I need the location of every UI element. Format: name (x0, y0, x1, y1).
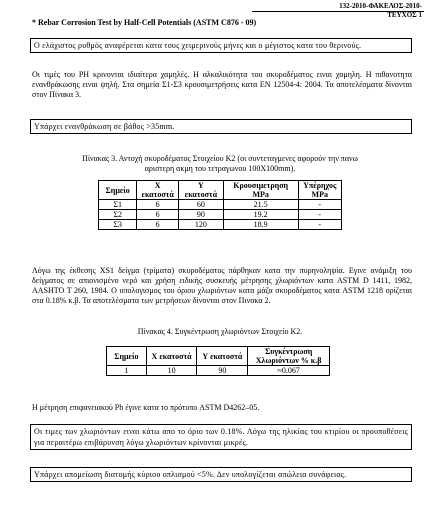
header-rule (252, 11, 424, 12)
section-title: * Rebar Corrosion Test by Half-Cell Potentials (ASTM C876 - 09) (32, 18, 257, 27)
table-cell: Σ1 (99, 200, 137, 210)
table-cell: 120 (179, 220, 224, 230)
table-concrete-strength (98, 180, 342, 230)
table-header-row (107, 347, 330, 366)
column-header: Συγκέντρωση Χλωριόντων % κ.β (248, 347, 330, 366)
table-cell: 6 (137, 210, 179, 220)
column-header: Κρουσιμετρηση MPa (223, 181, 298, 200)
table-cell: 90 (197, 366, 248, 376)
column-header: Σημείο (99, 181, 137, 200)
table-cell: 90 (179, 210, 224, 220)
table-cell: 19.2 (223, 210, 298, 220)
table-cell: Σ2 (99, 210, 137, 220)
paragraph-ph-values: Οι τιμές του PH κρινονται ιδιαίτερα χαμηλές. Η αλκαλικότητα του σκυροδέματος ειναι χαμηλη. Η πιθανοτητα ενανθράκωσης ειναι ψηλή. Στα σημεία Σ1-Σ3 κρουσιμετρήσεις κατα ΕΝ 12504-4: 2004. Τα αποτελέσματα δίνονται στον Πίνακα 3. (32, 70, 412, 99)
table3-caption: Πίνακας 3. Αντοχή σκυροδέματος Στοιχείου Κ2 (οι συντεταγμενες αφορούν την πανω αριστερη ακμη του τετραγωνου 100Χ100mm). (82, 154, 358, 173)
table-row (99, 200, 342, 210)
running-header: 132-2010-ΦΑΚΕΛΟΣ-2010-ΤΕΥΧΟΣ 1 (339, 2, 422, 19)
table-row (99, 210, 342, 220)
paragraph-chloride-method: Λόγω της έκθεσης XS1 δείγμα (τρίματα) σκυροδέματος πάρθηκαν κατα την πυρηνοληψία. Εγινε ανάμιξη του δείγματος σε απιονισμένο νερό και χρήση ειδικής συσκευής μέτρησης χλωριόντων κατα ASTM D 1411, 1982, AASHTO T 260, 1984. Ο υπολογισμος του όριου χλωριόντων κατα μάζα σκυροδέματος κατα ASTM 1218 ορίζεται στα 0.18% κ.β. Τα αποτελέσματα των μετρήσεων δίνονται στον Πινακα 2. (32, 266, 412, 305)
column-header: Χ εκατοστά (137, 181, 179, 200)
note-box-carbonation: Υπάρχει ενανθράκωση σε βάθος >35mm. (30, 119, 412, 134)
table-chloride-concentration (106, 346, 330, 376)
column-header: Σημείο (107, 347, 147, 366)
column-header: Υ εκατοστά (197, 347, 248, 366)
column-header: Χ εκατοστά (146, 347, 197, 366)
note-box-reinforcement-loss: Υπάρχει απομείωση διατομής κύριου οπλισμού <5%. Δεν υπολογίζεται απώλεια συνάφειας. (30, 467, 412, 482)
table-row (99, 220, 342, 230)
table-cell: 6 (137, 200, 179, 210)
table-cell: - (298, 210, 342, 220)
table-cell: - (298, 220, 342, 230)
table-cell: 18.9 (223, 220, 298, 230)
column-header: Υπέρηχος MPa (298, 181, 342, 200)
table-row (107, 366, 330, 376)
table-cell: 10 (146, 366, 197, 376)
note-box-chloride-conclusion: Οι τιμες των χλωριόντων ειναι κάτω απο το όριο των 0.18%. Λόγω της ηλικίας του κτιρίου οι προυποθέσεις για περαιτέρω επιβάρυνση λόγω χλωριόντων κρίνονται μικρές. (30, 424, 412, 450)
table-cell: 6 (137, 220, 179, 230)
note-box-seasonal-rate: Ο ελάχιστος ρυθμός αναφέρεται κατα τους χειμερινούς μήνες και ο μέγιστος κατα του θερινούς. (30, 38, 412, 53)
column-header: Υ εκατοστά (179, 181, 224, 200)
table-cell: - (298, 200, 342, 210)
table-header-row (99, 181, 342, 200)
paragraph-ph-standard: Η μέτρηση επιφανειακού Ph έγινε κατα το πρότυπο ASTM D4262–05. (32, 403, 260, 412)
table-cell: Σ3 (99, 220, 137, 230)
table-cell: ≈0.067 (248, 366, 330, 376)
table4-caption: Πίνακας 4. Συγκέντρωση χλωριόντων Στοιχείο Κ2. (137, 327, 303, 336)
table-cell: 1 (107, 366, 147, 376)
table-cell: 21.5 (223, 200, 298, 210)
table-cell: 60 (179, 200, 224, 210)
